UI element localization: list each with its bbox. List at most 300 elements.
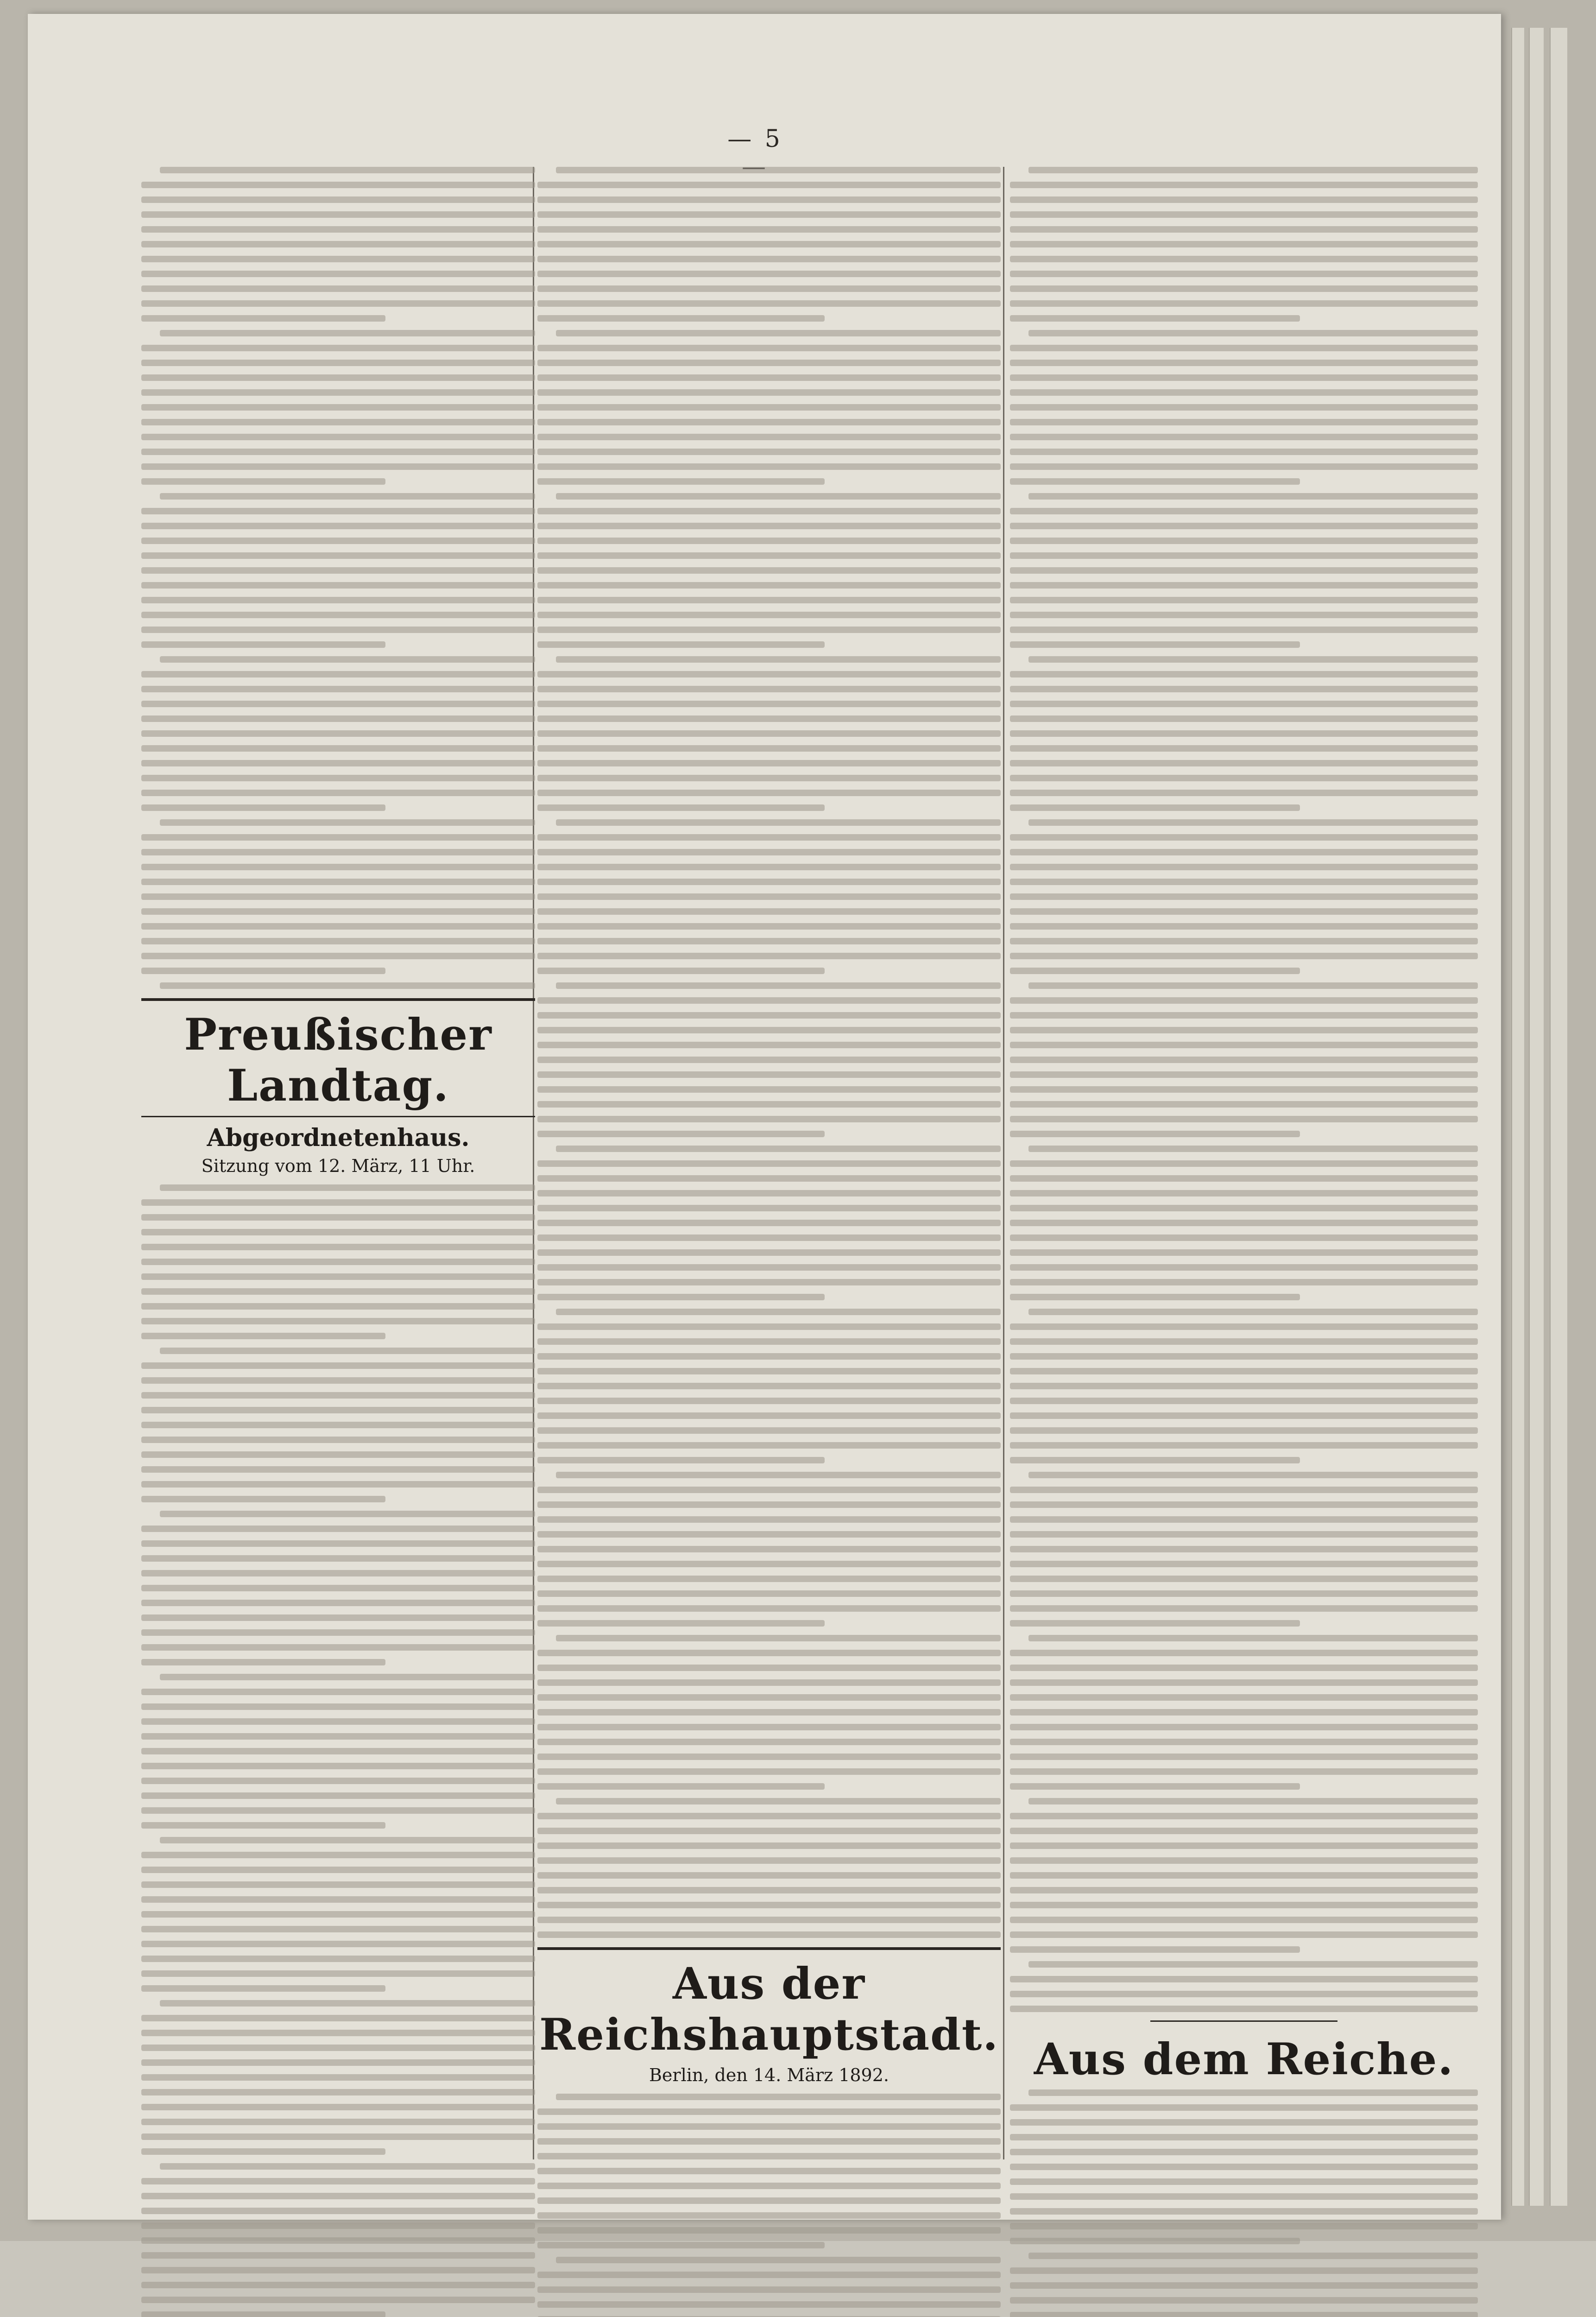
text-line — [1010, 226, 1478, 233]
text-line — [141, 1718, 535, 1725]
text-line — [537, 760, 1001, 766]
text-line — [141, 1911, 535, 1918]
text-line — [141, 1778, 535, 1784]
column-divider — [1003, 167, 1004, 2159]
text-line — [1010, 582, 1478, 589]
text-line — [1010, 2238, 1300, 2244]
text-line — [141, 2045, 535, 2051]
text-line — [1010, 1131, 1300, 1137]
text-block-col3-top — [1010, 167, 1478, 2012]
text-line — [537, 1516, 1001, 1523]
page-number: — 5 — [727, 125, 783, 153]
text-line — [160, 1511, 535, 1517]
text-line — [537, 1249, 1001, 1256]
text-line — [1010, 597, 1478, 603]
text-line — [141, 938, 535, 944]
text-line — [141, 1570, 535, 1576]
text-line — [537, 1487, 1001, 1493]
text-line — [141, 701, 535, 707]
text-line — [1010, 256, 1478, 262]
text-line — [1028, 1798, 1478, 1804]
text-line — [556, 2257, 1001, 2263]
text-line — [1010, 1842, 1478, 1849]
text-line — [1010, 1012, 1478, 1019]
text-line — [1010, 2223, 1478, 2229]
text-line — [537, 226, 1001, 233]
text-line — [1010, 1412, 1478, 1419]
text-line — [141, 1496, 385, 1502]
text-line — [1010, 211, 1478, 218]
text-line — [1010, 1368, 1478, 1374]
text-line — [141, 1763, 535, 1769]
text-line — [1010, 1946, 1300, 1953]
text-line — [141, 256, 535, 262]
text-line — [141, 1896, 535, 1903]
text-line — [1010, 2134, 1478, 2140]
text-line — [1010, 864, 1478, 870]
text-line — [1010, 300, 1478, 307]
section-rule — [537, 1947, 1001, 1950]
text-line — [537, 1620, 825, 1627]
text-line — [141, 315, 385, 322]
text-line — [537, 285, 1001, 292]
text-line — [1028, 2253, 1478, 2259]
text-line — [537, 1783, 825, 1790]
text-line — [537, 2123, 1001, 2130]
text-line — [141, 1407, 535, 1413]
text-line — [1010, 1931, 1478, 1938]
text-line — [537, 1842, 1001, 1849]
text-line — [537, 1665, 1001, 1671]
text-line — [1010, 196, 1478, 203]
text-line — [141, 1229, 535, 1235]
text-line — [141, 2059, 535, 2066]
section-rule — [141, 998, 535, 1001]
text-line — [537, 879, 1001, 885]
text-line — [537, 1546, 1001, 1552]
text-line — [141, 1644, 535, 1651]
text-line — [537, 374, 1001, 381]
text-line — [141, 1852, 535, 1858]
text-line — [160, 1837, 535, 1843]
text-line — [141, 1451, 535, 1458]
column-middle — [537, 167, 1001, 2159]
text-line — [1010, 434, 1478, 440]
text-line — [1010, 1057, 1478, 1063]
text-line — [1010, 552, 1478, 559]
text-line — [537, 1175, 1001, 1182]
text-line — [556, 167, 1001, 173]
text-line — [141, 1288, 535, 1295]
text-line — [537, 1338, 1001, 1345]
text-line — [537, 2272, 1001, 2278]
text-line — [537, 1442, 1001, 1449]
text-line — [537, 1131, 825, 1137]
section-heading-aus-dem-reiche: Aus dem Reiche. — [1034, 2034, 1454, 2085]
text-line — [537, 360, 1001, 366]
text-line — [1028, 167, 1478, 173]
text-line — [537, 1279, 1001, 1285]
text-line — [1010, 671, 1478, 677]
text-line — [537, 1768, 1001, 1775]
text-line — [141, 775, 535, 781]
text-line — [160, 493, 535, 500]
text-line — [556, 819, 1001, 826]
text-line — [141, 567, 535, 574]
text-line — [141, 1585, 535, 1591]
text-line — [1010, 715, 1478, 722]
text-line — [141, 508, 535, 514]
text-line — [1010, 686, 1478, 692]
text-line — [537, 582, 1001, 589]
text-line — [141, 1377, 535, 1384]
text-line — [141, 1333, 385, 1339]
section-subheading-abgeordnetenhaus: Abgeordnetenhaus. — [207, 1124, 470, 1152]
text-line — [556, 493, 1001, 500]
text-line — [537, 182, 1001, 188]
text-line — [537, 1754, 1001, 1760]
text-line — [141, 285, 535, 292]
text-line — [537, 2108, 1001, 2115]
text-line — [141, 1926, 535, 1932]
text-line — [160, 2000, 535, 2007]
text-line — [141, 2237, 535, 2244]
text-line — [537, 196, 1001, 203]
text-line — [1010, 775, 1478, 781]
text-line — [141, 2297, 535, 2303]
text-line — [537, 597, 1001, 603]
text-line — [556, 656, 1001, 663]
text-line — [537, 1813, 1001, 1819]
text-line — [1010, 449, 1478, 455]
text-line — [1010, 389, 1478, 396]
text-line — [141, 1540, 535, 1547]
text-line — [1010, 2006, 1478, 2012]
text-line — [1010, 1576, 1478, 1582]
text-line — [537, 538, 1001, 544]
text-line — [537, 2227, 1001, 2234]
text-line — [160, 656, 535, 663]
text-line — [537, 300, 1001, 307]
text-line — [1010, 478, 1300, 485]
text-block-col3-bottom — [1010, 2089, 1478, 2317]
text-line — [141, 1466, 535, 1473]
text-line — [1010, 1338, 1478, 1345]
text-line — [1010, 315, 1300, 322]
text-line — [141, 1526, 535, 1532]
text-block-col1-top — [141, 167, 535, 989]
page-edge — [1550, 28, 1567, 2206]
text-line — [1010, 745, 1478, 752]
text-line — [141, 1792, 535, 1799]
text-line — [1010, 1902, 1478, 1908]
text-line — [537, 2212, 1001, 2219]
text-line — [1028, 1961, 1478, 1968]
text-line — [141, 1318, 535, 1324]
text-line — [537, 2242, 825, 2248]
session-line: Sitzung vom 12. März, 11 Uhr. — [201, 1156, 475, 1176]
text-line — [1010, 1116, 1478, 1122]
text-line — [1010, 1234, 1478, 1241]
text-line — [141, 1481, 535, 1488]
text-line — [556, 1798, 1001, 1804]
text-line — [160, 1348, 535, 1354]
text-line — [141, 804, 385, 811]
text-line — [556, 1146, 1001, 1152]
text-line — [537, 1383, 1001, 1389]
text-line — [537, 2316, 1001, 2317]
text-line — [1010, 2193, 1478, 2200]
text-line — [141, 790, 535, 796]
text-line — [537, 271, 1001, 277]
text-line — [537, 1116, 1001, 1122]
text-line — [537, 968, 825, 974]
text-line — [1010, 968, 1300, 974]
text-line — [141, 2267, 535, 2273]
text-line — [1028, 982, 1478, 989]
text-line — [141, 879, 535, 885]
text-line — [1010, 893, 1478, 900]
text-line — [160, 167, 535, 173]
text-line — [1010, 1739, 1478, 1745]
text-line — [160, 1184, 535, 1191]
text-line — [1028, 1472, 1478, 1478]
text-line — [537, 938, 1001, 944]
text-line — [141, 211, 535, 218]
text-line — [1010, 2178, 1478, 2185]
text-line — [1010, 1516, 1478, 1523]
text-line — [537, 463, 1001, 470]
section-rule — [141, 1116, 535, 1117]
text-line — [141, 271, 535, 277]
text-line — [537, 2286, 1001, 2293]
text-line — [1010, 1768, 1478, 1775]
text-line — [1028, 330, 1478, 336]
text-line — [1010, 2104, 1478, 2111]
text-line — [141, 1822, 385, 1829]
text-line — [1010, 2297, 1478, 2304]
text-line — [1010, 1294, 1300, 1300]
text-line — [141, 2282, 535, 2288]
text-line — [141, 641, 385, 648]
text-line — [1010, 567, 1478, 574]
text-line — [537, 1086, 1001, 1093]
text-line — [141, 1244, 535, 1250]
text-line — [141, 449, 535, 455]
text-line — [1010, 1709, 1478, 1716]
text-line — [537, 923, 1001, 930]
text-line — [141, 1600, 535, 1606]
text-line — [1028, 1146, 1478, 1152]
text-line — [160, 982, 535, 989]
text-line — [537, 523, 1001, 529]
text-line — [141, 760, 535, 766]
text-line — [141, 908, 535, 915]
text-line — [141, 374, 535, 381]
text-line — [537, 1205, 1001, 1211]
text-line — [537, 478, 825, 485]
text-line — [1028, 1309, 1478, 1315]
text-line — [537, 1427, 1001, 1434]
text-line — [537, 508, 1001, 514]
text-line — [1010, 997, 1478, 1004]
text-line — [141, 360, 535, 366]
text-line — [537, 1739, 1001, 1745]
text-line — [1010, 1620, 1300, 1627]
text-line — [537, 1027, 1001, 1033]
text-line — [537, 893, 1001, 900]
text-line — [1028, 819, 1478, 826]
text-line — [537, 1872, 1001, 1879]
text-line — [537, 686, 1001, 692]
text-line — [141, 300, 535, 307]
text-line — [537, 997, 1001, 1004]
text-line — [537, 419, 1001, 425]
text-line — [160, 330, 535, 336]
text-line — [1028, 2089, 1478, 2096]
text-line — [141, 968, 385, 974]
text-line — [537, 1323, 1001, 1330]
text-line — [1010, 1027, 1478, 1033]
text-line — [537, 1160, 1001, 1167]
text-line — [1010, 2164, 1478, 2170]
text-line — [537, 1679, 1001, 1686]
text-line — [1010, 1323, 1478, 1330]
text-line — [141, 1555, 535, 1562]
text-line — [1010, 1813, 1478, 1819]
page-edge — [1529, 28, 1544, 2206]
text-line — [1010, 1694, 1478, 1701]
text-line — [1010, 1872, 1478, 1879]
text-line — [141, 1985, 385, 1992]
text-line — [141, 1437, 535, 1443]
text-line — [1010, 523, 1478, 529]
text-line — [1010, 463, 1478, 470]
text-line — [141, 1303, 535, 1310]
text-line — [141, 2148, 385, 2155]
text-line — [141, 2119, 535, 2125]
column-right — [1010, 167, 1478, 2159]
text-line — [141, 478, 385, 485]
text-line — [1010, 1101, 1478, 1108]
text-line — [1010, 760, 1478, 766]
text-line — [1010, 1383, 1478, 1389]
text-line — [537, 2197, 1001, 2204]
text-line — [1010, 1976, 1478, 1982]
text-line — [537, 1057, 1001, 1063]
text-line — [1010, 1086, 1478, 1093]
text-line — [141, 2030, 535, 2036]
text-line — [141, 1733, 535, 1740]
text-line — [537, 1101, 1001, 1108]
text-line — [537, 345, 1001, 351]
text-line — [160, 819, 535, 826]
text-line — [1010, 2149, 1478, 2155]
text-line — [1010, 1828, 1478, 1834]
text-line — [537, 641, 825, 648]
text-line — [1010, 1205, 1478, 1211]
section-heading-preussischer-landtag: Preußischer Landtag. — [184, 1009, 492, 1111]
text-line — [160, 1674, 535, 1680]
text-line — [537, 449, 1001, 455]
text-line — [537, 1724, 1001, 1730]
text-line — [537, 2138, 1001, 2145]
text-line — [1010, 419, 1478, 425]
text-line — [537, 567, 1001, 574]
text-line — [1010, 834, 1478, 841]
text-line — [141, 1867, 535, 1873]
text-line — [1010, 730, 1478, 737]
text-line — [537, 1412, 1001, 1419]
text-line — [1010, 1546, 1478, 1552]
text-line — [141, 2193, 535, 2199]
text-line — [141, 1362, 535, 1369]
text-line — [1010, 790, 1478, 796]
text-line — [1010, 2312, 1478, 2317]
text-line — [1010, 2282, 1478, 2289]
text-line — [1028, 656, 1478, 663]
text-line — [537, 834, 1001, 841]
text-line — [1010, 953, 1478, 959]
text-line — [1010, 612, 1478, 618]
text-line — [1010, 182, 1478, 188]
text-line — [1010, 1190, 1478, 1196]
text-line — [1010, 1605, 1478, 1612]
text-line — [141, 1703, 535, 1710]
text-line — [1010, 804, 1300, 811]
page-edge — [1511, 28, 1524, 2206]
text-line — [537, 1650, 1001, 1656]
text-line — [1010, 1724, 1478, 1730]
text-line — [537, 1368, 1001, 1374]
text-line — [1010, 1071, 1478, 1078]
dateline: Berlin, den 14. März 1892. — [649, 2065, 889, 2085]
text-line — [537, 1234, 1001, 1241]
text-line — [1010, 1487, 1478, 1493]
text-line — [141, 597, 535, 603]
text-line — [141, 849, 535, 855]
text-line — [556, 982, 1001, 989]
text-line — [537, 2301, 1001, 2308]
text-line — [537, 908, 1001, 915]
text-line — [537, 2168, 1001, 2174]
text-line — [1010, 1264, 1478, 1271]
text-line — [537, 627, 1001, 633]
text-line — [537, 730, 1001, 737]
text-line — [537, 1531, 1001, 1538]
text-line — [537, 790, 1001, 796]
text-line — [141, 2089, 535, 2095]
text-line — [141, 1748, 535, 1754]
text-line — [537, 1220, 1001, 1226]
text-line — [1010, 1531, 1478, 1538]
text-line — [141, 2074, 535, 2081]
text-line — [1010, 345, 1478, 351]
text-line — [1010, 538, 1478, 544]
text-line — [141, 1689, 535, 1695]
text-line — [160, 2163, 535, 2170]
text-line — [537, 864, 1001, 870]
text-line — [537, 241, 1001, 247]
text-line — [537, 1605, 1001, 1612]
text-line — [1010, 508, 1478, 514]
text-line — [141, 1422, 535, 1428]
text-line — [141, 1273, 535, 1280]
text-line — [141, 953, 535, 959]
text-line — [141, 923, 535, 930]
text-line — [1010, 1175, 1478, 1182]
text-line — [141, 538, 535, 544]
